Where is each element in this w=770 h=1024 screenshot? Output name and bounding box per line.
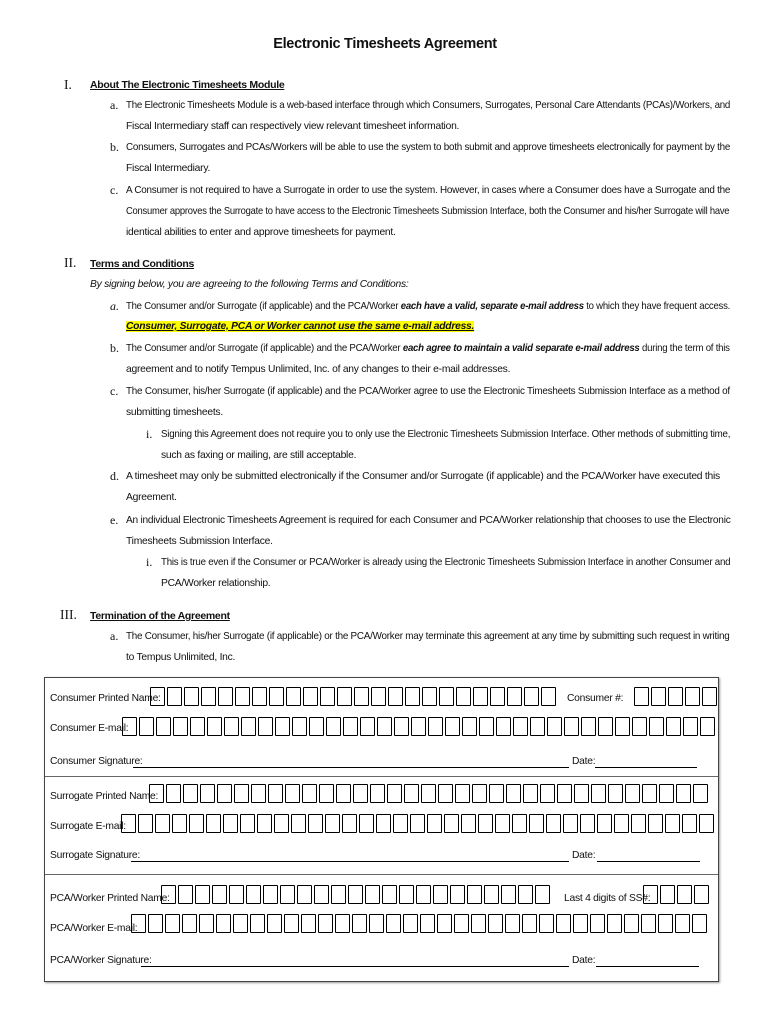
s2-c-i-line2: such as faxing or mailing, are still acceptable.	[161, 450, 357, 461]
char-box[interactable]	[388, 687, 403, 706]
divider	[45, 776, 718, 777]
s1-c-line1: A Consumer is not required to have a Surrogate in order to use the system. However, in cases where a Consumer does have a Surrogate and the	[126, 185, 731, 196]
char-box[interactable]	[337, 687, 352, 706]
char-box[interactable]	[518, 885, 533, 904]
s2-a-line1	[126, 301, 730, 312]
char-box[interactable]	[428, 717, 443, 736]
s2-d-line2: Agreement.	[126, 492, 177, 503]
char-box[interactable]	[284, 914, 299, 933]
char-box[interactable]	[488, 914, 503, 933]
char-box[interactable]	[692, 914, 707, 933]
section-1-heading: About The Electronic Timesheets Module	[90, 79, 285, 91]
s2-c-i-letter: i.	[146, 427, 153, 441]
char-box[interactable]	[297, 885, 312, 904]
s1-b-line1: Consumers, Surrogates and PCAs/Workers will be able to use the system to both submit and approve timesheets electronically for payment by the	[126, 142, 731, 153]
char-box[interactable]	[166, 784, 181, 803]
char-box[interactable]	[155, 814, 170, 833]
char-box[interactable]	[490, 687, 505, 706]
char-box[interactable]	[165, 914, 180, 933]
char-box[interactable]	[456, 687, 471, 706]
char-box[interactable]	[189, 814, 204, 833]
signature-form	[44, 677, 719, 982]
char-box[interactable]	[546, 814, 561, 833]
char-box[interactable]	[182, 914, 197, 933]
char-box[interactable]	[472, 784, 487, 803]
consumer-number-field[interactable]	[634, 687, 719, 706]
s2-b-bold: each agree to maintain a valid separate e-mail address	[402, 343, 640, 354]
char-box[interactable]	[301, 914, 316, 933]
char-box[interactable]	[156, 717, 171, 736]
surrogate-date-line[interactable]	[597, 861, 700, 862]
char-box[interactable]	[524, 687, 539, 706]
char-box[interactable]	[445, 717, 460, 736]
worker-date-label: Date:	[572, 955, 596, 966]
char-box[interactable]	[173, 717, 188, 736]
char-box[interactable]	[258, 717, 273, 736]
consumer-date-line[interactable]	[595, 767, 697, 768]
char-box[interactable]	[427, 814, 442, 833]
char-box[interactable]	[454, 914, 469, 933]
char-box[interactable]	[370, 784, 385, 803]
s2-c-line2: submitting timesheets.	[126, 407, 223, 418]
char-box[interactable]	[676, 784, 691, 803]
char-box[interactable]	[540, 784, 555, 803]
char-box[interactable]	[377, 717, 392, 736]
char-box[interactable]	[632, 717, 647, 736]
char-box[interactable]	[404, 784, 419, 803]
char-box[interactable]	[512, 814, 527, 833]
s2-e-line2: Timesheets Submission Interface.	[126, 536, 273, 547]
s2-a-post: to which they have frequent access.	[583, 301, 731, 312]
divider	[45, 874, 718, 875]
char-box[interactable]	[563, 814, 578, 833]
char-box[interactable]	[625, 784, 640, 803]
s1-a-line1: The Electronic Timesheets Module is a web-based interface through which Consumers, Surrogates, Personal Care Attendants (PCAs)/Workers, and	[126, 100, 731, 111]
char-box[interactable]	[241, 717, 256, 736]
char-box[interactable]	[478, 814, 493, 833]
char-box[interactable]	[335, 914, 350, 933]
s2-c-i-line1: Signing this Agreement does not require you to only use the Electronic Timesheets Submission Interface. Other methods of submitting time,	[161, 429, 731, 440]
consumer-signature-label: Consumer Signature:	[50, 756, 143, 767]
char-box[interactable]	[217, 784, 232, 803]
char-box[interactable]	[642, 784, 657, 803]
char-box[interactable]	[489, 784, 504, 803]
char-box[interactable]	[694, 885, 709, 904]
char-box[interactable]	[615, 717, 630, 736]
char-box[interactable]	[122, 717, 137, 736]
char-box[interactable]	[471, 914, 486, 933]
worker-ssn-field[interactable]	[643, 885, 711, 904]
char-box[interactable]	[683, 717, 698, 736]
char-box[interactable]	[394, 717, 409, 736]
char-box[interactable]	[529, 814, 544, 833]
char-box[interactable]	[581, 717, 596, 736]
char-box[interactable]	[309, 717, 324, 736]
surrogate-name-field[interactable]	[149, 784, 710, 803]
char-box[interactable]	[700, 717, 715, 736]
char-box[interactable]	[416, 885, 431, 904]
char-box[interactable]	[641, 914, 656, 933]
s1-b-letter: b.	[110, 140, 119, 154]
char-box[interactable]	[437, 914, 452, 933]
char-box[interactable]	[360, 717, 375, 736]
s2-b-letter: b.	[110, 341, 119, 355]
char-box[interactable]	[250, 914, 265, 933]
char-box[interactable]	[421, 784, 436, 803]
s2-b-pre: The Consumer and/or Surrogate (if applicable) and the PCA/Worker	[126, 343, 403, 354]
s3-a-line2: to Tempus Unlimited, Inc.	[126, 652, 236, 663]
char-box[interactable]	[634, 687, 649, 706]
char-box[interactable]	[246, 885, 261, 904]
worker-name-field[interactable]	[161, 885, 552, 904]
s2-b-line1	[126, 343, 730, 354]
char-box[interactable]	[556, 914, 571, 933]
char-box[interactable]	[190, 717, 205, 736]
char-box[interactable]	[218, 687, 233, 706]
char-box[interactable]	[285, 784, 300, 803]
char-box[interactable]	[206, 814, 221, 833]
char-box[interactable]	[541, 687, 556, 706]
char-box[interactable]	[547, 717, 562, 736]
char-box[interactable]	[590, 914, 605, 933]
char-box[interactable]	[212, 885, 227, 904]
char-box[interactable]	[665, 814, 680, 833]
section-3-numeral: III.	[60, 607, 77, 622]
char-box[interactable]	[591, 784, 606, 803]
char-box[interactable]	[450, 885, 465, 904]
s2-a-pre: The Consumer and/or Surrogate (if applicable) and the PCA/Worker	[126, 301, 401, 312]
char-box[interactable]	[496, 717, 511, 736]
char-box[interactable]	[183, 784, 198, 803]
char-box[interactable]	[410, 814, 425, 833]
char-box[interactable]	[462, 717, 477, 736]
worker-signature-label: PCA/Worker Signature:	[50, 955, 152, 966]
char-box[interactable]	[535, 885, 550, 904]
worker-email-field[interactable]	[131, 914, 709, 933]
char-box[interactable]	[292, 717, 307, 736]
char-box[interactable]	[659, 784, 674, 803]
page-title: Electronic Timesheets Agreement	[273, 36, 497, 52]
char-box[interactable]	[371, 687, 386, 706]
char-box[interactable]	[411, 717, 426, 736]
char-box[interactable]	[161, 885, 176, 904]
char-box[interactable]	[148, 914, 163, 933]
char-box[interactable]	[331, 885, 346, 904]
s2-b-post: during the term of this	[639, 343, 730, 354]
char-box[interactable]	[224, 717, 239, 736]
char-box[interactable]	[479, 717, 494, 736]
char-box[interactable]	[320, 687, 335, 706]
char-box[interactable]	[643, 885, 658, 904]
char-box[interactable]	[275, 717, 290, 736]
section-3-heading: Termination of the Agreement	[90, 610, 230, 622]
char-box[interactable]	[207, 717, 222, 736]
s1-a-line2: Fiscal Intermediary staff can respectively view relevant timesheet information.	[126, 121, 460, 132]
char-box[interactable]	[580, 814, 595, 833]
worker-signature-line[interactable]	[141, 966, 569, 967]
char-box[interactable]	[564, 717, 579, 736]
char-box[interactable]	[353, 784, 368, 803]
char-box[interactable]	[274, 814, 289, 833]
char-box[interactable]	[268, 784, 283, 803]
char-box[interactable]	[614, 814, 629, 833]
s2-b-line2: agreement and to notify Tempus Unlimited, Inc. of any changes to their e-mail addresses.	[126, 364, 511, 375]
char-box[interactable]	[513, 717, 528, 736]
char-box[interactable]	[252, 687, 267, 706]
char-box[interactable]	[172, 814, 187, 833]
char-box[interactable]	[399, 885, 414, 904]
char-box[interactable]	[501, 885, 516, 904]
char-box[interactable]	[403, 914, 418, 933]
char-box[interactable]	[675, 914, 690, 933]
s2-e-letter: e.	[110, 513, 119, 527]
surrogate-signature-label: Surrogate Signature:	[50, 850, 141, 861]
surrogate-signature-line[interactable]	[131, 861, 569, 862]
s2-d-line1: A timesheet may only be submitted electronically if the Consumer and/or Surrogate (if applicable) and the PCA/Worker have executed this	[126, 471, 720, 482]
char-box[interactable]	[433, 885, 448, 904]
char-box[interactable]	[342, 814, 357, 833]
consumer-number-label: Consumer #:	[567, 693, 624, 704]
s1-c-line2: Consumer approves the Surrogate to have access to the Electronic Timesheets Submission Interface, both the Consumer and his/her Surrogate will have	[126, 206, 730, 217]
s2-c-letter: c.	[110, 384, 119, 398]
char-box[interactable]	[318, 914, 333, 933]
char-box[interactable]	[505, 914, 520, 933]
char-box[interactable]	[352, 914, 367, 933]
char-box[interactable]	[138, 814, 153, 833]
char-box[interactable]	[574, 784, 589, 803]
s1-b-line2: Fiscal Intermediary.	[126, 163, 211, 174]
char-box[interactable]	[257, 814, 272, 833]
char-box[interactable]	[648, 814, 663, 833]
char-box[interactable]	[420, 914, 435, 933]
s1-a-letter: a.	[110, 98, 119, 112]
char-box[interactable]	[184, 687, 199, 706]
char-box[interactable]	[302, 784, 317, 803]
char-box[interactable]	[223, 814, 238, 833]
section-2-numeral: II.	[64, 255, 77, 270]
s2-a-highlight-line	[126, 321, 474, 332]
s1-c-letter: c.	[110, 183, 119, 197]
s2-a-highlight: Consumer, Surrogate, PCA or Worker cannot use the same e-mail address.	[126, 321, 475, 332]
char-box[interactable]	[649, 717, 664, 736]
s2-a-bold: each have a valid, separate e-mail address	[400, 301, 584, 312]
char-box[interactable]	[354, 687, 369, 706]
char-box[interactable]	[251, 784, 266, 803]
char-box[interactable]	[233, 914, 248, 933]
char-box[interactable]	[685, 687, 700, 706]
char-box[interactable]	[461, 814, 476, 833]
char-box[interactable]	[139, 717, 154, 736]
s2-e-i-letter: i.	[146, 555, 153, 569]
worker-name-label: PCA/Worker Printed Name:	[50, 893, 170, 904]
char-box[interactable]	[201, 687, 216, 706]
char-box[interactable]	[702, 687, 717, 706]
char-box[interactable]	[382, 885, 397, 904]
char-box[interactable]	[666, 717, 681, 736]
char-box[interactable]	[167, 687, 182, 706]
char-box[interactable]	[495, 814, 510, 833]
char-box[interactable]	[523, 784, 538, 803]
consumer-email-field[interactable]	[122, 717, 717, 736]
consumer-date-label: Date:	[572, 756, 596, 767]
char-box[interactable]	[422, 687, 437, 706]
surrogate-date-label: Date:	[572, 850, 596, 861]
char-box[interactable]	[530, 717, 545, 736]
char-box[interactable]	[269, 687, 284, 706]
s3-a-line1: The Consumer, his/her Surrogate (if applicable) or the PCA/Worker may terminate this agreement at any time by submitting such request in writing	[126, 631, 730, 642]
char-box[interactable]	[444, 814, 459, 833]
char-box[interactable]	[658, 914, 673, 933]
char-box[interactable]	[484, 885, 499, 904]
char-box[interactable]	[438, 784, 453, 803]
char-box[interactable]	[365, 885, 380, 904]
worker-ssn-label: Last 4 digits of SS#:	[564, 893, 651, 904]
surrogate-name-label: Surrogate Printed Name:	[50, 791, 159, 802]
consumer-name-label: Consumer Printed Name:	[50, 693, 161, 704]
char-box[interactable]	[597, 814, 612, 833]
char-box[interactable]	[308, 814, 323, 833]
char-box[interactable]	[326, 717, 341, 736]
char-box[interactable]	[405, 687, 420, 706]
char-box[interactable]	[325, 814, 340, 833]
char-box[interactable]	[303, 687, 318, 706]
surrogate-email-field[interactable]	[121, 814, 716, 833]
char-box[interactable]	[660, 885, 675, 904]
char-box[interactable]	[240, 814, 255, 833]
section-1-numeral: I.	[64, 77, 72, 92]
char-box[interactable]	[200, 784, 215, 803]
char-box[interactable]	[387, 784, 402, 803]
surrogate-email-label: Surrogate E-mail:	[50, 821, 126, 832]
char-box[interactable]	[348, 885, 363, 904]
char-box[interactable]	[131, 914, 146, 933]
char-box[interactable]	[682, 814, 697, 833]
char-box[interactable]	[195, 885, 210, 904]
char-box[interactable]	[314, 885, 329, 904]
char-box[interactable]	[343, 717, 358, 736]
char-box[interactable]	[607, 914, 622, 933]
char-box[interactable]	[150, 687, 165, 706]
char-box[interactable]	[234, 784, 249, 803]
char-box[interactable]	[631, 814, 646, 833]
char-box[interactable]	[336, 784, 351, 803]
char-box[interactable]	[677, 885, 692, 904]
char-box[interactable]	[178, 885, 193, 904]
consumer-name-field[interactable]	[150, 687, 558, 706]
char-box[interactable]	[473, 687, 488, 706]
char-box[interactable]	[286, 687, 301, 706]
s3-a-letter: a.	[110, 629, 119, 643]
s2-e-i-line2: PCA/Worker relationship.	[161, 578, 271, 589]
char-box[interactable]	[668, 687, 683, 706]
s2-a-letter: a.	[110, 299, 119, 313]
worker-email-label: PCA/Worker E-mail:	[50, 923, 138, 934]
char-box[interactable]	[267, 914, 282, 933]
char-box[interactable]	[598, 717, 613, 736]
char-box[interactable]	[507, 687, 522, 706]
s2-e-line1: An individual Electronic Timesheets Agreement is required for each Consumer and PCA/Worker relationship that chooses to use the Electronic	[126, 515, 731, 526]
char-box[interactable]	[455, 784, 470, 803]
char-box[interactable]	[263, 885, 278, 904]
consumer-signature-line[interactable]	[133, 767, 569, 768]
char-box[interactable]	[651, 687, 666, 706]
char-box[interactable]	[539, 914, 554, 933]
char-box[interactable]	[393, 814, 408, 833]
char-box[interactable]	[121, 814, 136, 833]
worker-date-line[interactable]	[596, 966, 699, 967]
s2-intro: By signing below, you are agreeing to the following Terms and Conditions:	[90, 279, 409, 290]
char-box[interactable]	[608, 784, 623, 803]
char-box[interactable]	[280, 885, 295, 904]
char-box[interactable]	[359, 814, 374, 833]
char-box[interactable]	[319, 784, 334, 803]
char-box[interactable]	[467, 885, 482, 904]
char-box[interactable]	[573, 914, 588, 933]
section-2-heading: Terms and Conditions	[90, 258, 195, 270]
char-box[interactable]	[369, 914, 384, 933]
char-box[interactable]	[557, 784, 572, 803]
char-box[interactable]	[229, 885, 244, 904]
char-box[interactable]	[386, 914, 401, 933]
char-box[interactable]	[291, 814, 306, 833]
char-box[interactable]	[216, 914, 231, 933]
s2-c-line1: The Consumer, his/her Surrogate (if applicable) and the PCA/Worker agree to use the Electronic Timesheets Submission Interface as a method of	[126, 386, 730, 397]
char-box[interactable]	[699, 814, 714, 833]
s2-e-i-line1: This is true even if the Consumer or PCA/Worker is already using the Electronic Timesheets Submission Interface in another Consumer and	[161, 557, 731, 568]
s1-c-line3: identical abilities to enter and approve timesheets for payment.	[126, 227, 396, 238]
char-box[interactable]	[522, 914, 537, 933]
char-box[interactable]	[199, 914, 214, 933]
char-box[interactable]	[376, 814, 391, 833]
char-box[interactable]	[439, 687, 454, 706]
char-box[interactable]	[506, 784, 521, 803]
char-box[interactable]	[693, 784, 708, 803]
s2-d-letter: d.	[110, 469, 119, 483]
char-box[interactable]	[149, 784, 164, 803]
char-box[interactable]	[624, 914, 639, 933]
consumer-email-label: Consumer E-mail:	[50, 723, 129, 734]
char-box[interactable]	[235, 687, 250, 706]
